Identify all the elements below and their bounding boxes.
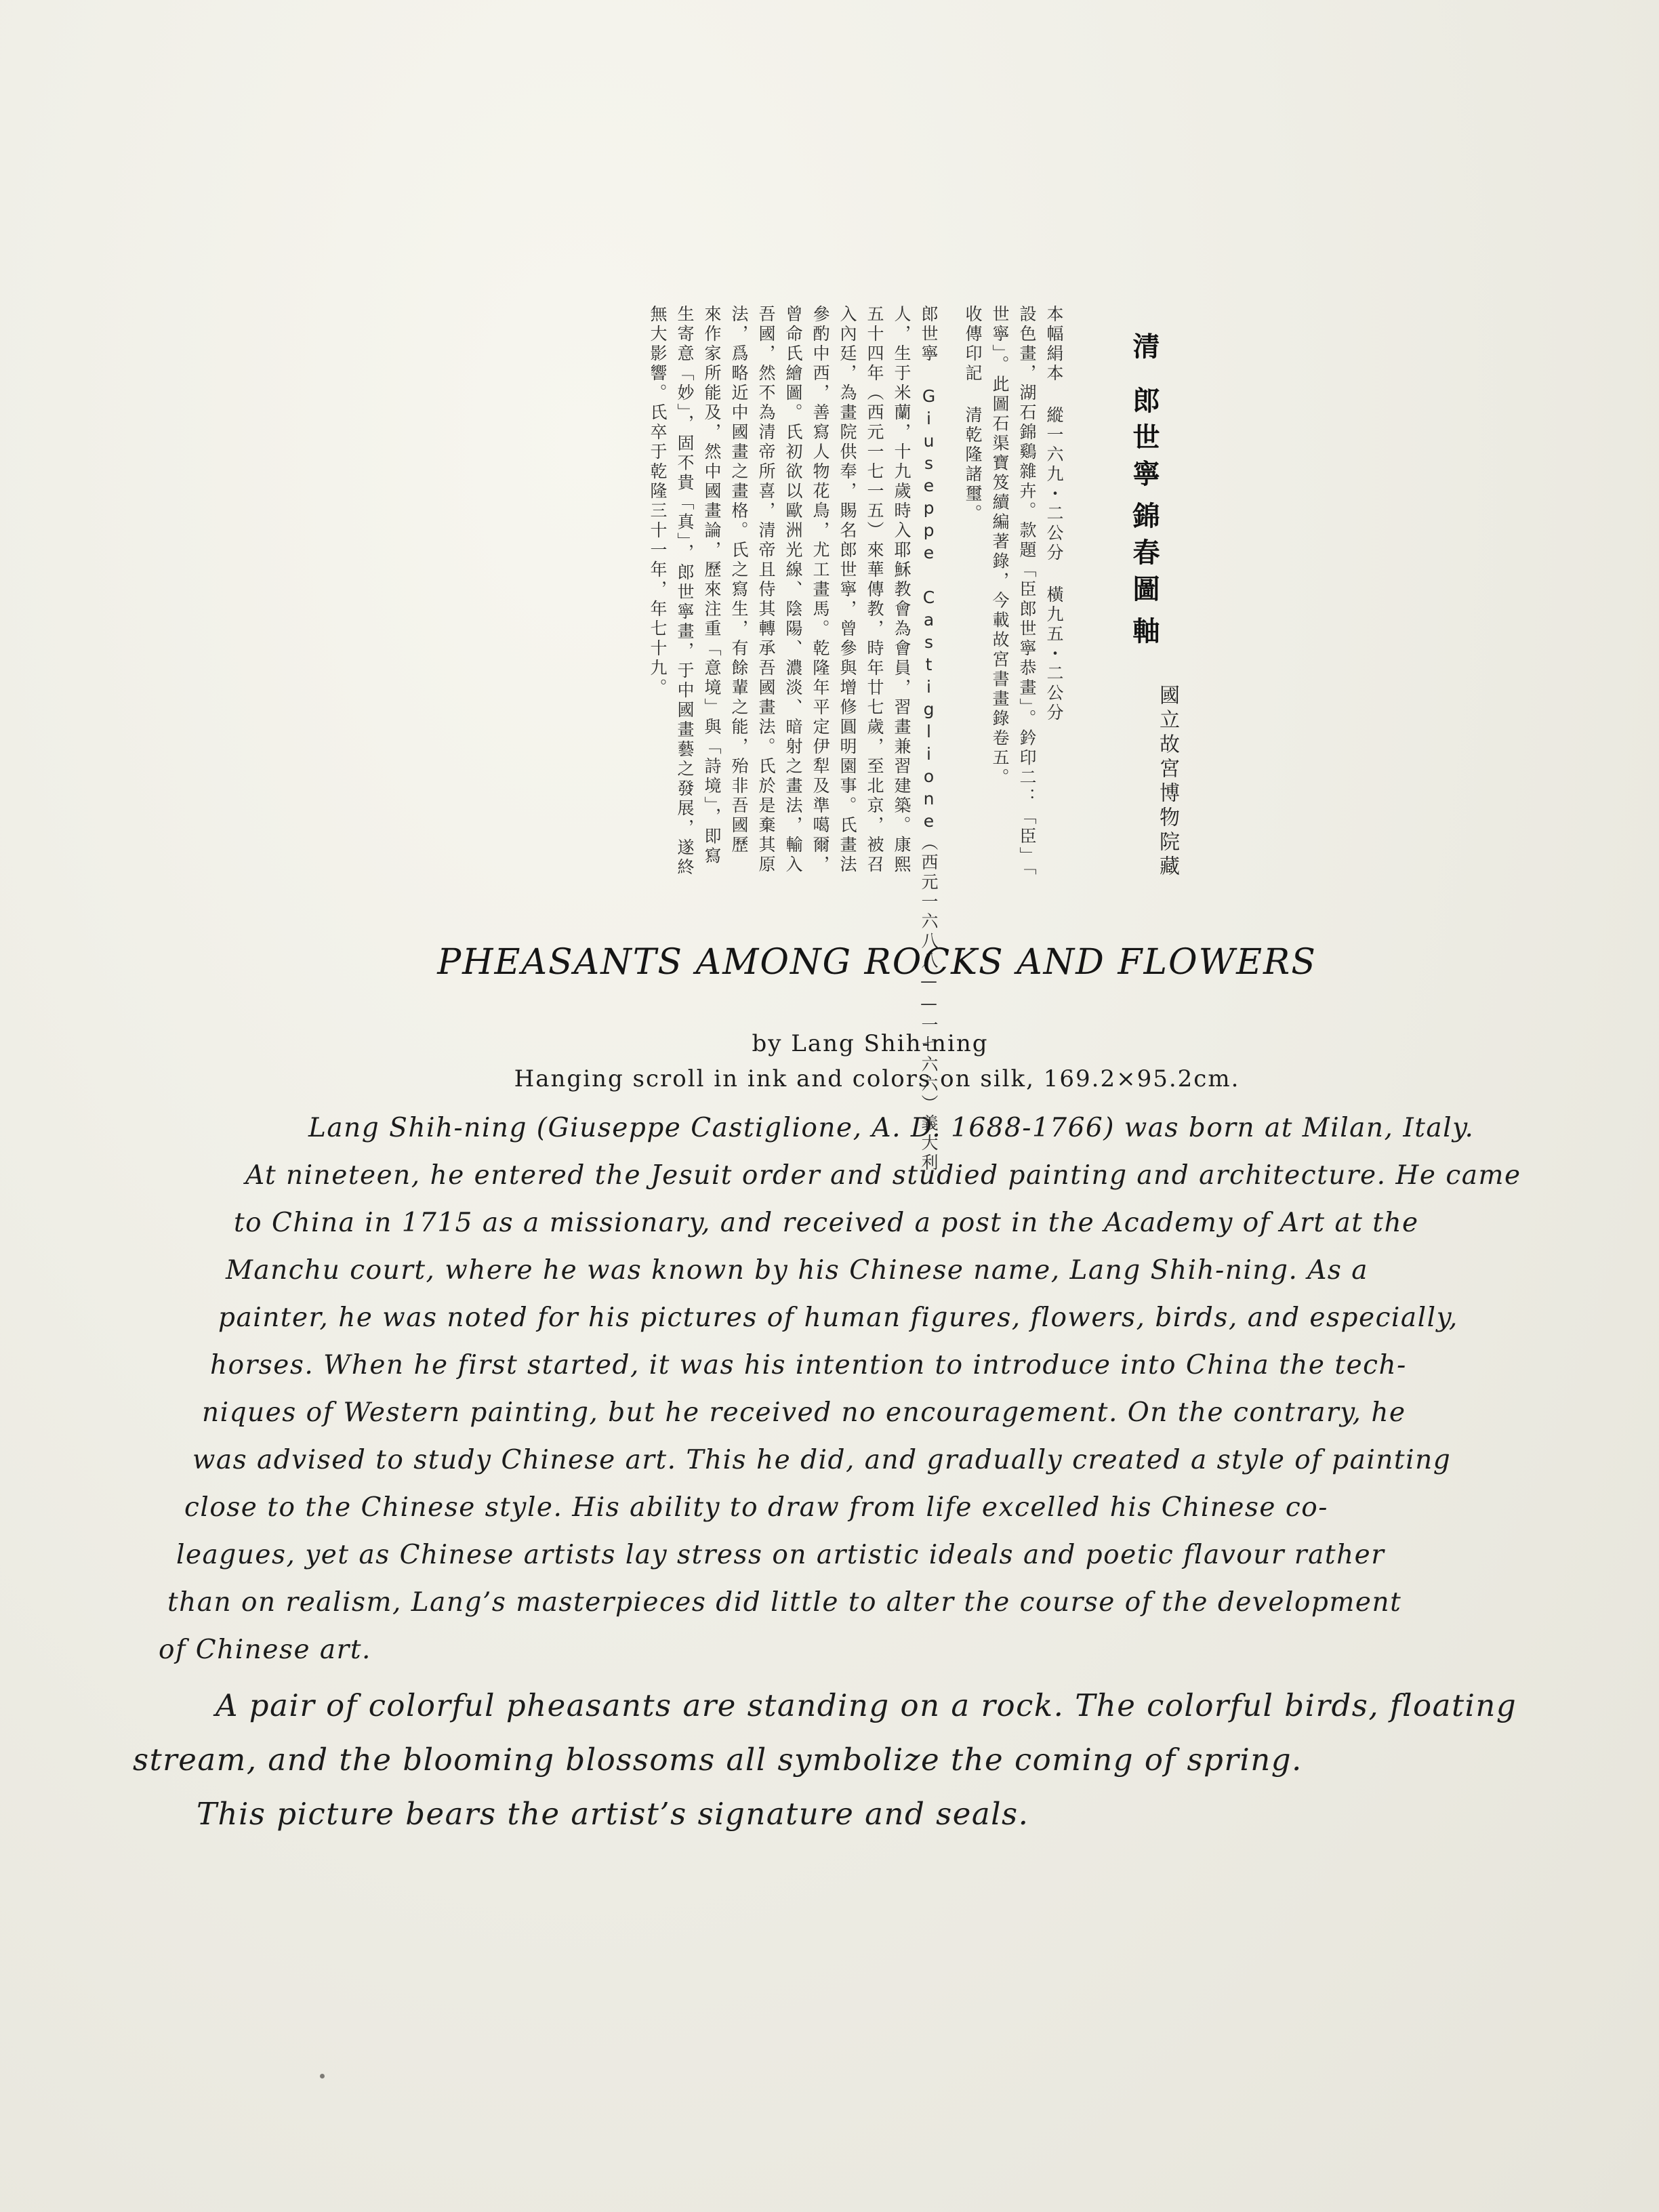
paragraph1-line-11: than on realism, Lang’s masterpieces did little to alter the course of the development	[167, 1587, 1402, 1618]
paragraph2-line-1: A pair of colorful pheasants are standing on a rock. The colorful birds, floating	[216, 1687, 1517, 1723]
chinese-column-14: 生寄意「妙」，固不貴「真」，郎世寧畫，于中國畫藝之發展，遂終	[675, 305, 695, 878]
paper-speck	[320, 2074, 325, 2078]
paragraph1-line-4: Manchu court, where he was known by his Chinese name, Lang Shih-ning. As a	[226, 1255, 1369, 1286]
chinese-column-11: 吾國，然不為清帝所喜，清帝且侍其轉承吾國畫法。氏於是棄其原	[756, 305, 776, 875]
chinese-column-6: 人，生于米蘭，十九歲時入耶穌教會為會員，習畫兼習建築。康熙	[892, 305, 912, 875]
paragraph1-line-10: leagues, yet as Chinese artists lay stress on artistic ideals and poetic flavour rather	[176, 1540, 1385, 1570]
paragraph2-line-2: stream, and the blooming blossoms all symbolize the coming of spring.	[133, 1742, 1303, 1778]
chinese-title-format: 軸	[1128, 617, 1160, 653]
paragraph1-line-2: At nineteen, he entered the Jesuit order and studied painting and architecture. He came	[245, 1160, 1521, 1191]
chinese-column-5: 郎世寧 Giuseppe Castiglione（西元一六八八——一七六六）義大利	[919, 305, 939, 1173]
paragraph1-line-5: painter, he was noted for his pictures of human figures, flowers, birds, and especially,	[218, 1303, 1458, 1333]
paragraph1-line-6: horses. When he first started, it was his intention to introduce into China the tech-	[210, 1350, 1407, 1380]
chinese-column-12: 法，爲略近中國畫之畫格。氏之寫生，有餘輩之能，殆非吾國歷	[729, 305, 749, 855]
chinese-column-7: 五十四年（西元一七一五）來華傳教，時年廿七歲，至北京，被召	[865, 305, 884, 875]
chinese-title-work: 錦春圖	[1128, 501, 1160, 611]
paragraph1-line-9: close to the Chinese style. His ability to draw from life excelled his Chinese co-	[184, 1492, 1328, 1523]
paragraph1-line-1: Lang Shih-ning (Giuseppe Castiglione, A. D. 1688-1766) was born at Milan, Italy.	[308, 1113, 1475, 1143]
chinese-column-15: 無大影響。氏卒于乾隆三十一年，年七十九。	[648, 305, 668, 698]
chinese-column-4: 收傳印記 清乾隆諸璽。	[963, 305, 983, 524]
chinese-column-1: 本幅絹本 縱一六九・二公分 橫九五・二公分	[1044, 305, 1064, 723]
artist-byline: by Lang Shih-ning	[752, 1030, 989, 1057]
chinese-column-13: 來作家所能及，然中國畫論，歷來注重「意境」與「詩境」，即寫	[702, 305, 722, 867]
chinese-column-3: 世寧」。此圖石渠寶笈續編著錄，今載故宮書畫錄卷五。	[990, 305, 1010, 788]
artwork-medium: Hanging scroll in ink and colors on silk, 169.2×95.2cm.	[514, 1065, 1240, 1092]
chinese-column-10: 曾命氏繪圖。氏初欲以歐洲光線、陰陽、濃淡、暗射之畫法，輸入	[783, 305, 803, 875]
paragraph3-line-1: This picture bears the artist’s signature and seals.	[197, 1796, 1029, 1832]
artwork-title: PHEASANTS AMONG ROCKS AND FLOWERS	[437, 942, 1317, 983]
paragraph1-line-8: was advised to study Chinese art. This he did, and gradually created a style of painting	[192, 1445, 1452, 1475]
chinese-column-8: 入內廷，為畫院供奉，賜名郎世寧，曾參與增修圓明園事。氏畫法	[838, 305, 857, 875]
chinese-museum-credit: 國立故宮博物院藏	[1155, 684, 1179, 880]
paragraph1-line-12: of Chinese art.	[159, 1635, 371, 1665]
paragraph1-line-7: niques of Western painting, but he received no encouragement. On the contrary, he	[202, 1397, 1406, 1428]
chinese-title-artist: 郎世寧	[1128, 386, 1160, 496]
paragraph1-line-3: to China in 1715 as a missionary, and received a post in the Academy of Art at the	[234, 1208, 1419, 1238]
chinese-title-dynasty: 清	[1128, 332, 1160, 369]
chinese-column-9: 參酌中西，善寫人物花鳥，尤工畫馬。乾隆年平定伊犁及準噶爾，	[811, 305, 830, 875]
chinese-column-2: 設色畫，湖石錦鷄雜卉。款題「臣郎世寧恭畫」。鈐印二：「臣」「	[1017, 305, 1037, 878]
